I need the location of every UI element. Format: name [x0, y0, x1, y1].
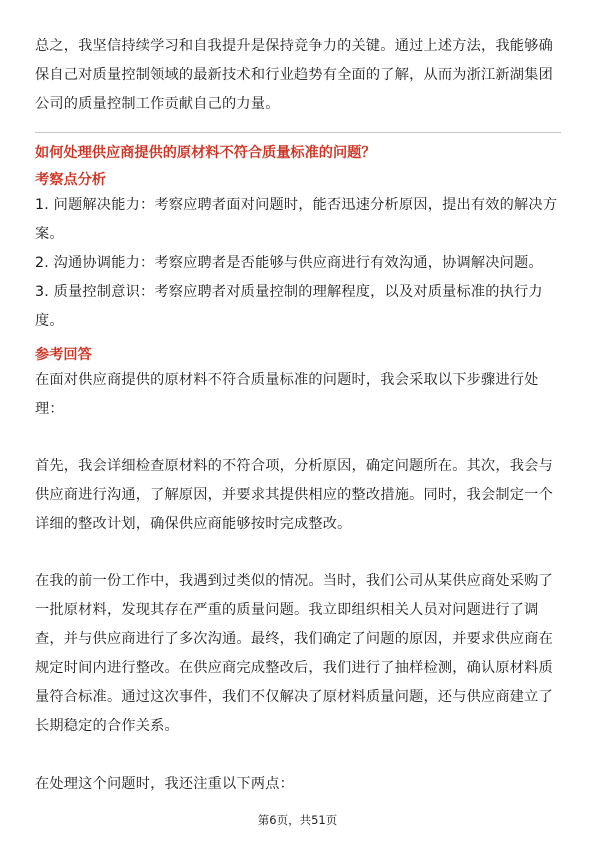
question-title: 如何处理供应商提供的原材料不符合质量标准的问题？	[35, 145, 376, 161]
page-footer: 第6页，共51页	[257, 813, 338, 827]
answer-paragraph: 在处理这个问题时，我还注重以下两点：	[35, 776, 294, 792]
analysis-item: 2. 沟通协调能力：考察应聘者是否能够与供应商进行有效沟通，协调解决问题。	[35, 255, 543, 271]
answer-paragraph: 在我的前一份工作中，我遇到过类似的情况。当时，我们公司从某供应商处采购了一批原材料，发现其存在严重的质量问题。我立即组织相关人员对问题进行了调查，并与供应商进行了多次沟通。最终，我们确定了问题的原因，并要求供应商在规定时间内进行整改。在供应商完成整改后，我们进行了抽样检测，确认原材料质量符合标准。通过这次事件，我们不仅解决了原材料质量问题，还与供应商建立了长期稳定的合作关系。	[35, 573, 553, 734]
intro-paragraph: 总之，我坚信持续学习和自我提升是保持竞争力的关键。通过上述方法，我能够确保自己对质量控制领域的最新技术和行业趋势有全面的了解，从而为浙江新湖集团公司的质量控制工作贡献自己的力量。	[35, 38, 553, 112]
answer-paragraph: 在面对供应商提供的原材料不符合质量标准的问题时，我会采取以下步骤进行处理：	[35, 372, 539, 417]
section-divider	[35, 132, 561, 133]
answer-paragraph: 首先，我会详细检查原材料的不符合项，分析原因，确定问题所在。其次，我会与供应商进行沟通，了解原因，并要求其提供相应的整改措施。同时，我会制定一个详细的整改计划，确保供应商能够按时完成整改。	[35, 458, 553, 532]
analysis-heading: 考察点分析	[35, 172, 106, 188]
analysis-item: 1. 问题解决能力：考察应聘者面对问题时，能否迅速分析原因，提出有效的解决方案。	[35, 197, 558, 242]
analysis-item: 3. 质量控制意识：考察应聘者对质量控制的理解程度，以及对质量标准的执行力度。	[35, 284, 543, 329]
answer-heading: 参考回答	[35, 347, 92, 363]
